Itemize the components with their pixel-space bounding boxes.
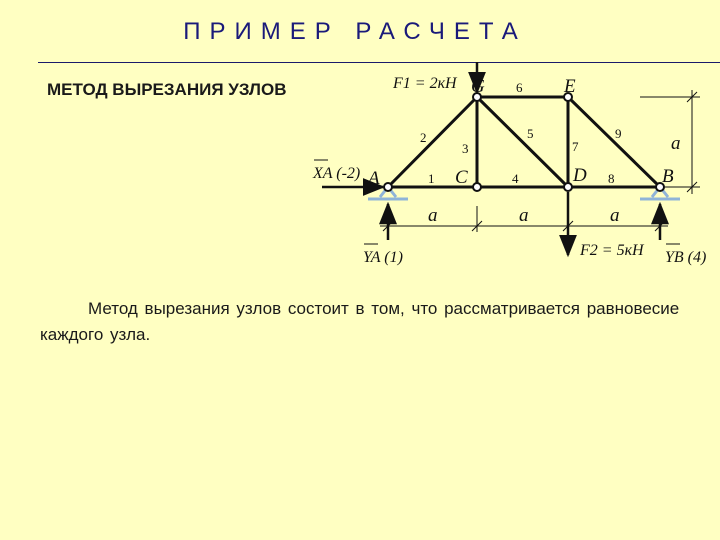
section-heading: МЕТОД ВЫРЕЗАНИЯ УЗЛОВ [47, 80, 287, 99]
member-label-8: 8 [608, 171, 615, 186]
member-label-7: 7 [572, 139, 579, 154]
dimension-label-ac: a [428, 205, 438, 226]
member-label-4: 4 [512, 171, 519, 186]
node-label-c: C [455, 167, 468, 188]
force-label-f2: F2 = 5кН [580, 242, 644, 259]
slide-title: ПРИМЕР РАСЧЕТА [183, 18, 527, 45]
member-label-9: 9 [615, 126, 622, 141]
node-label-d: D [573, 165, 587, 186]
node-label-g: G [471, 76, 485, 97]
node-label-a: A [368, 168, 380, 189]
member-label-6: 6 [516, 80, 523, 95]
dimension-label-cd: a [519, 205, 529, 226]
member-label-3: 3 [462, 141, 469, 156]
node-a-joint [384, 183, 392, 191]
dimension-label-db: a [610, 205, 620, 226]
force-label-xa: XA (-2) [313, 165, 361, 182]
member-5 [477, 97, 568, 187]
member-label-2: 2 [420, 130, 427, 145]
force-label-ya: YA (1) [363, 249, 403, 266]
body-paragraph: Метод вырезания узлов состоит в том, что рассматривается равновесие каждого узла. [40, 299, 680, 344]
force-label-f1: F1 = 2кН [393, 75, 457, 92]
force-label-yb: YB (4) [665, 249, 707, 266]
node-label-e: E [564, 76, 576, 97]
node-d-joint [564, 183, 572, 191]
node-c-joint [473, 183, 481, 191]
node-label-b: B [662, 166, 674, 187]
member-label-1: 1 [428, 171, 435, 186]
member-label-5: 5 [527, 126, 534, 141]
dimension-label-height: a [671, 133, 681, 154]
